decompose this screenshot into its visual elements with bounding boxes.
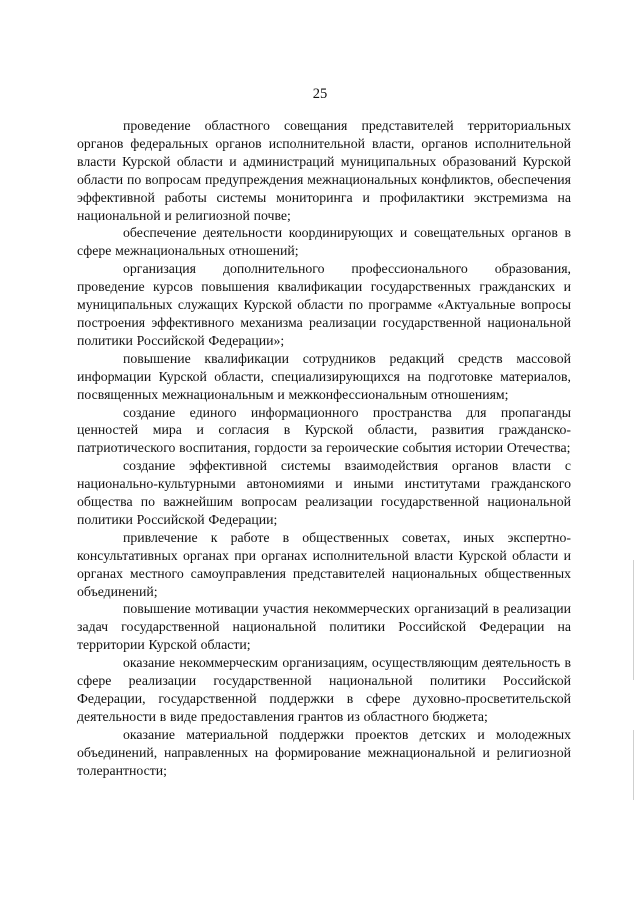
paragraph: организация дополнительного профессионального образования, проведение курсов повышения квалификации государственных гражданских и муниципальных служащих Курской области по программе «Актуальные вопросы построения эффективного механизма реализации государственной национальной политики Российской Федерации»; xyxy=(77,261,571,348)
scan-edge-mark xyxy=(633,560,634,680)
paragraph: оказание некоммерческим организациям, осуществляющим деятельность в сфере реализации государственной национальной политики Российской Федерации, государственной поддержки в сфере духовно-просветительской деятельности в виде предоставления грантов из областного бюджета; xyxy=(77,655,571,724)
paragraph: оказание материальной поддержки проектов детских и молодежных объединений, направленных на формирование межнациональной и религиозной толерантности; xyxy=(77,726,571,778)
paragraph: привлечение к работе в общественных советах, иных экспертно-консультативных органах при органах исполнительной власти Курской области и органах местного самоуправления представителей национальных общественных объединений; xyxy=(77,529,571,599)
paragraph: обеспечение деятельности координирующих и совещательных органов в сфере межнациональных отношений; xyxy=(77,225,571,259)
page-number: 25 xyxy=(312,86,328,102)
paragraph: повышение мотивации участия некоммерческих организаций в реализации задач государственной национальной политики Российской Федерации на территории Курской области; xyxy=(77,601,571,653)
document-body xyxy=(77,117,571,780)
paragraph: создание эффективной системы взаимодействия органов власти с национально-культурными автономиями и иными институтами гражданского общества по важнейшим вопросам реализации государственной национальной политики Российской Федерации; xyxy=(77,458,571,527)
paragraph: проведение областного совещания представителей территориальных органов федеральных органов исполнительной власти, органов исполнительной власти Курской области и администраций муниципальных образований Курской области по вопросам предупреждения межнациональных конфликтов, обеспечения эффективной работы системы мониторинга и профилактики экстремизма на национальной и религиозной почве; xyxy=(77,118,571,223)
paragraph: повышение квалификации сотрудников редакций средств массовой информации Курской области, специализирующихся на подготовке материалов, посвященных межнациональным и межконфессиональным отношениям; xyxy=(77,350,571,402)
paragraph: создание единого информационного пространства для пропаганды ценностей мира и согласия в Курской области, развития гражданско-патриотического воспитания, гордости за героические события истории Отечества; xyxy=(77,404,571,456)
scan-edge-mark xyxy=(633,730,634,800)
